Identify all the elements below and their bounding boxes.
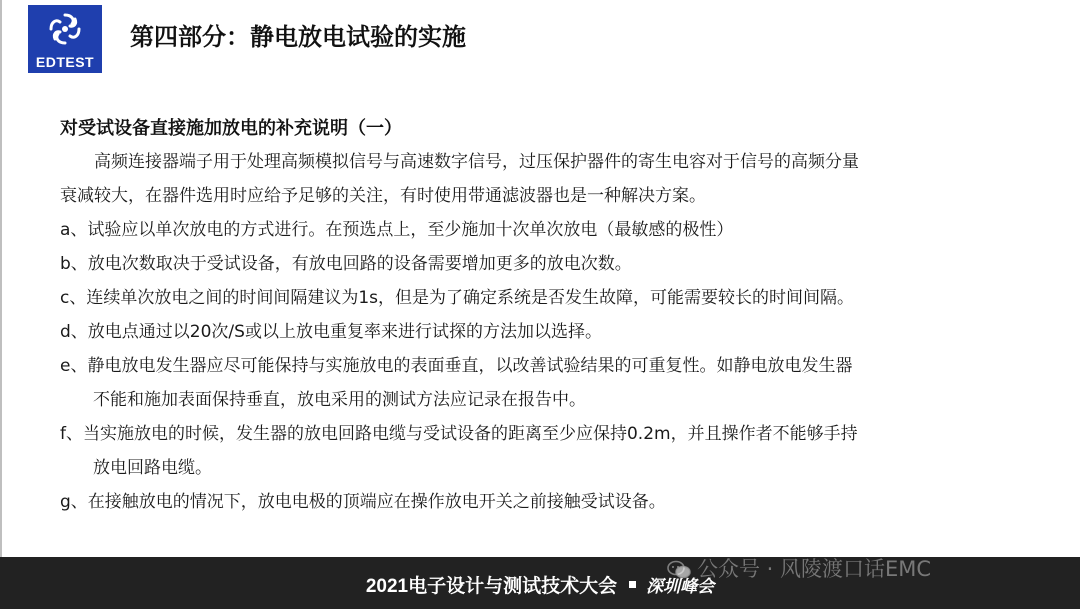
footer-separator bbox=[629, 581, 636, 588]
page-title: 第四部分：静电放电试验的实施 bbox=[130, 23, 466, 51]
logo-emblem-icon bbox=[48, 12, 82, 46]
list-item-f-continued: 放电回路电缆。 bbox=[93, 458, 212, 478]
intro-line-2: 衰减较大，在器件选用时应给予足够的关注，有时使用带通滤波器也是一种解决方案。 bbox=[60, 186, 706, 206]
footer-brand: 深圳峰会 bbox=[646, 577, 715, 597]
section-heading: 对受试设备直接施加放电的补充说明（一） bbox=[60, 118, 402, 139]
watermark bbox=[667, 553, 931, 583]
list-item-e: e、静电放电发生器应尽可能保持与实施放电的表面垂直，以改善试验结果的可重复性。如静电放电发生器 bbox=[60, 356, 853, 376]
list-item-e-continued: 不能和施加表面保持垂直，放电采用的测试方法应记录在报告中。 bbox=[93, 390, 586, 410]
list-item-a: a、试验应以单次放电的方式进行。在预选点上，至少施加十次单次放电（最敏感的极性） bbox=[60, 220, 734, 240]
watermark-text: 公众号 · 风陵渡口话EMC bbox=[697, 557, 932, 581]
edtest-logo bbox=[28, 5, 102, 73]
intro-line-1: 高频连接器端子用于处理高频模拟信号与高速数字信号，过压保护器件的寄生电容对于信号的高频分量 bbox=[94, 152, 859, 172]
logo-text: EDTEST bbox=[35, 54, 95, 70]
left-border-line bbox=[0, 0, 2, 609]
slide-content bbox=[60, 113, 1050, 519]
list-item-b: b、放电次数取决于受试设备，有放电回路的设备需要增加更多的放电次数。 bbox=[60, 254, 632, 274]
footer-conference-title: 2021电子设计与测试技术大会 bbox=[365, 576, 618, 597]
list-item-c: c、连续单次放电之间的时间间隔建议为1s，但是为了确定系统是否发生故障，可能需要较长的时间间隔。 bbox=[60, 288, 855, 308]
wechat-icon bbox=[667, 560, 691, 580]
list-item-f: f、当实施放电的时候，发生器的放电回路电缆与受试设备的距离至少应保持0.2m，并且操作者不能够手持 bbox=[60, 424, 858, 444]
list-item-d: d、放电点通过以20次/S或以上放电重复率来进行试探的方法加以选择。 bbox=[60, 322, 602, 342]
list-item-g: g、在接触放电的情况下，放电电极的顶端应在操作放电开关之前接触受试设备。 bbox=[60, 492, 666, 512]
